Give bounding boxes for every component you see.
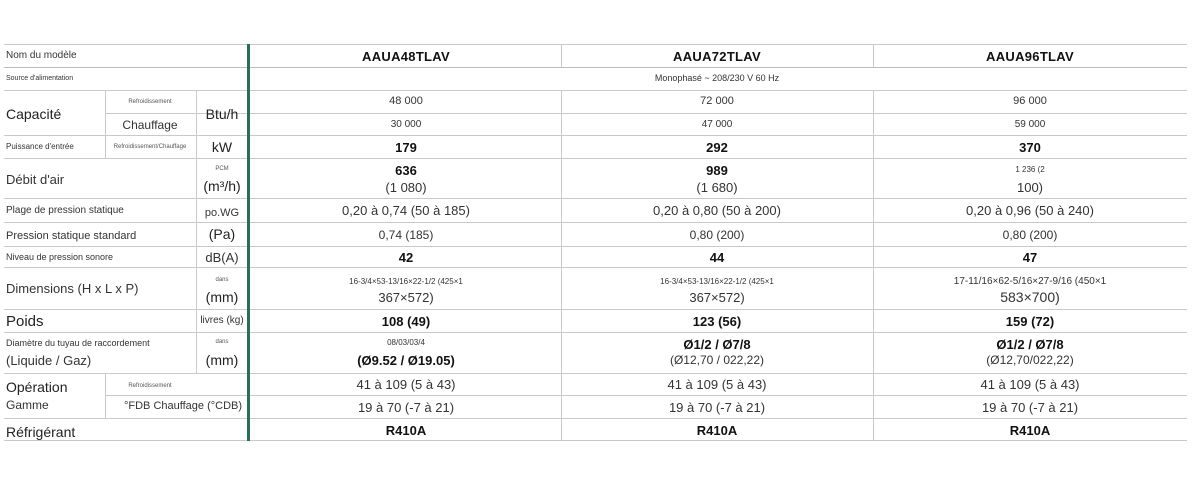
row-rule [4, 440, 1187, 441]
dimensions-unit-bottom: (mm) [205, 289, 239, 305]
row-rule [105, 113, 1187, 114]
dimensions-mm: 367×572) [689, 290, 745, 305]
power-source-value: Monophasé ~ 208/230 V 60 Hz [654, 73, 780, 83]
row-rule [4, 309, 1187, 310]
pipe-inch: 08/03/03/4 [387, 338, 425, 347]
static-range-unit: po.WG [204, 207, 240, 219]
row-rule [4, 44, 1187, 45]
refrigerant-value: R410A [385, 423, 427, 438]
capacity-cool-label: Refroidissement [128, 99, 172, 105]
airflow-unit-top: PCM [215, 166, 229, 172]
airflow-label: Débit d'air [6, 172, 65, 187]
airflow-value: 989 [706, 163, 728, 178]
power-source-label: Source d'alimentation [6, 75, 74, 82]
dimensions-mm: 367×572) [378, 290, 434, 305]
input-power-value: 179 [395, 140, 417, 155]
operation-label-sub: Gamme [6, 398, 49, 412]
static-std-value: 0,74 (185) [378, 228, 434, 242]
row-rule [4, 332, 1187, 333]
airflow-metric: 100) [1016, 180, 1044, 195]
sound-label: Niveau de pression sonore [6, 252, 114, 262]
pipe-mm: (Ø12,70/022,22) [986, 353, 1074, 367]
dimensions-inch: 16-3/4×53-13/16×22-1/2 (425×1 [660, 277, 774, 286]
col-rule [105, 135, 106, 158]
pipe-inch: Ø1/2 / Ø7/8 [996, 337, 1064, 352]
weight-unit: livres (kg) [200, 315, 244, 326]
operation-heat-value: 19 à 70 (-7 à 21) [981, 400, 1079, 415]
col-rule [561, 90, 562, 440]
model-header: AAUA48TLAV [362, 49, 450, 64]
static-std-value: 0,80 (200) [1002, 228, 1058, 242]
static-std-label: Pression statique standard [6, 230, 137, 242]
static-range-value: 0,20 à 0,96 (50 à 240) [966, 203, 1094, 218]
row-rule [4, 90, 1187, 91]
row-rule [105, 395, 1187, 396]
operation-cool-value: 41 à 109 (5 à 43) [356, 377, 456, 392]
airflow-metric: (1 680) [696, 180, 738, 195]
static-range-value: 0,20 à 0,74 (50 à 185) [342, 203, 470, 218]
operation-label: Opération [6, 379, 68, 395]
capacity-heat-value: 30 000 [390, 119, 422, 130]
weight-value: 123 (56) [692, 314, 742, 329]
capacity-cool-value: 48 000 [389, 95, 423, 107]
row-rule [4, 418, 1187, 419]
row-rule [4, 158, 1187, 159]
pipe-unit-bottom: (mm) [205, 352, 239, 368]
sound-value: 47 [1022, 250, 1038, 265]
row-rule [4, 222, 1187, 223]
dimensions-mm: 583×700) [1000, 289, 1060, 305]
col-rule [561, 44, 562, 67]
row-rule [4, 135, 1187, 136]
static-range-value: 0,20 à 0,80 (50 à 200) [653, 203, 781, 218]
pipe-mm: (Ø12,70 / 022,22) [669, 353, 765, 367]
row-rule [4, 267, 1187, 268]
weight-value: 159 (72) [1005, 314, 1055, 329]
col-rule [873, 44, 874, 67]
input-power-unit: kW [211, 139, 233, 155]
airflow-value: 636 [395, 163, 417, 178]
sound-value: 44 [709, 250, 725, 265]
airflow-value: 1 236 (2 [1015, 165, 1045, 174]
airflow-metric: (1 080) [385, 180, 427, 195]
capacity-heat-label: Chauffage [122, 118, 178, 132]
dimensions-label: Dimensions (H x L x P) [6, 281, 139, 296]
input-power-value: 292 [706, 140, 728, 155]
row-rule [4, 67, 1187, 68]
airflow-unit-bottom: (m³/h) [203, 178, 241, 194]
static-std-value: 0,80 (200) [689, 228, 745, 242]
row-rule [4, 198, 1187, 199]
col-rule [873, 90, 874, 440]
static-std-unit: (Pa) [208, 226, 236, 242]
dimensions-unit-top: dans [215, 277, 229, 283]
input-power-value: 370 [1019, 140, 1041, 155]
model-header: AAUA72TLAV [673, 49, 761, 64]
pipe-label: Diamètre du tuyau de raccordement [6, 338, 150, 348]
column-divider [247, 44, 250, 441]
capacity-label: Capacité [6, 106, 62, 122]
operation-cool-value: 41 à 109 (5 à 43) [667, 377, 767, 392]
operation-heat-value: 19 à 70 (-7 à 21) [357, 400, 455, 415]
pipe-inch: Ø1/2 / Ø7/8 [683, 337, 751, 352]
model-header: AAUA96TLAV [986, 49, 1074, 64]
spec-table [4, 44, 1187, 441]
row-rule [4, 246, 1187, 247]
col-rule [105, 90, 106, 135]
pipe-mm: (Ø9.52 / Ø19.05) [357, 353, 455, 368]
refrigerant-value: R410A [1009, 423, 1051, 438]
sound-value: 42 [398, 250, 414, 265]
capacity-cool-value: 96 000 [1013, 95, 1047, 107]
model-name-label: Nom du modèle [6, 50, 77, 61]
input-power-label: Puissance d'entrée [6, 142, 74, 151]
operation-heat-label: °FDB Chauffage (°CDB) [124, 400, 243, 412]
weight-label: Poids [6, 313, 44, 330]
dimensions-inch: 17-11/16×62-5/16×27-9/16 (450×1 [953, 276, 1107, 287]
dimensions-inch: 16-3/4×53-13/16×22-1/2 (425×1 [349, 277, 463, 286]
refrigerant-value: R410A [696, 423, 738, 438]
static-range-label: Plage de pression statique [6, 205, 124, 216]
operation-cool-label: Refroidissement [128, 383, 172, 389]
capacity-cool-value: 72 000 [700, 95, 734, 107]
operation-heat-value: 19 à 70 (-7 à 21) [668, 400, 766, 415]
sound-unit: dB(A) [205, 250, 239, 265]
weight-value: 108 (49) [381, 314, 431, 329]
capacity-heat-value: 59 000 [1014, 119, 1046, 130]
capacity-heat-value: 47 000 [701, 119, 733, 130]
pipe-label-sub: (Liquide / Gaz) [6, 353, 92, 368]
pipe-unit-top: dans [215, 339, 229, 345]
operation-cool-value: 41 à 109 (5 à 43) [980, 377, 1080, 392]
refrigerant-label: Réfrigérant [6, 424, 76, 440]
input-power-sub: Refroidissement/Chauffage [113, 144, 187, 150]
capacity-unit: Btu/h [205, 106, 239, 122]
row-rule [4, 373, 1187, 374]
col-rule [196, 90, 197, 373]
col-rule [105, 373, 106, 418]
